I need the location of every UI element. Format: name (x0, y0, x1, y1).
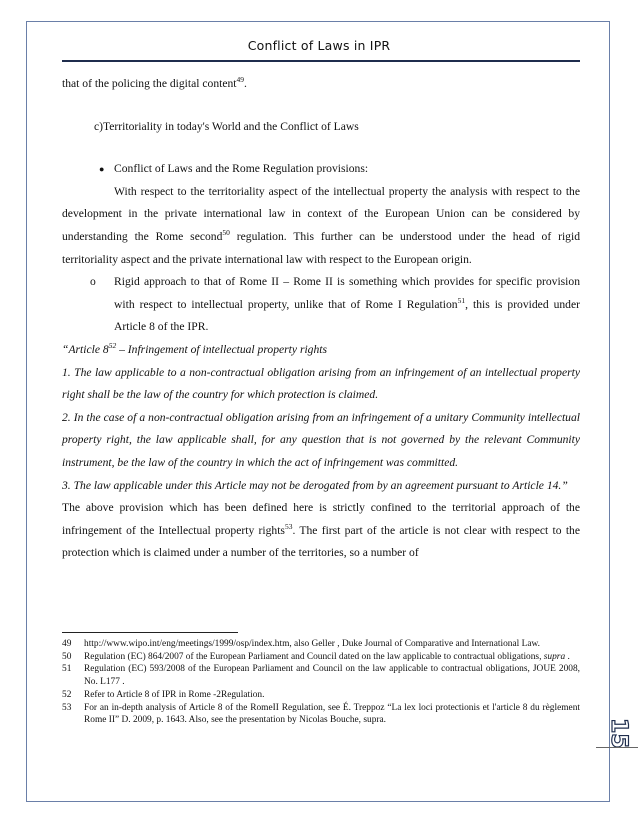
footnote: 51 Regulation (EC) 593/2008 of the European Parliament and Council on the law applicable to contractual obligations, JOUE 2008, No. L177 . (62, 664, 580, 688)
subheading: c)Territoriality in today's World and the Conflict of Laws (94, 119, 359, 133)
footnote-ref-50: 50 (222, 228, 230, 238)
article-paragraph-3: 3. The law applicable under this Article may not be derogated from by an agreement pursuant to Article 14.” (62, 478, 568, 492)
bullet-heading: ● Conflict of Laws and the Rome Regulation provisions: (62, 158, 580, 181)
sub-list-item: o Rigid approach to that of Rome II – Rome II is something which provides for specific provision with respect to intellectual property, unlike that of Rome I Regulation$^{51}$, this is provided under Article 8 of the IPR. (62, 271, 580, 339)
page-number (591, 704, 631, 749)
footnote: 52 Refer to Article 8 of IPR in Rome -2Regulation. (62, 689, 265, 700)
footnote-ref-53: 53 (284, 521, 293, 531)
header-rule (62, 60, 580, 62)
page-header-title: Conflict of Laws in IPR (247, 38, 391, 53)
page-body (62, 73, 580, 565)
circle-bullet-icon: o (90, 275, 96, 289)
body-line-1: that of the policing the digital content$^{49}$. (62, 75, 247, 90)
footnote: 50 Regulation (EC) 864/2007 of the European Parliament and Council dated on the law applicable to contractual obligations, supra . (62, 651, 570, 662)
article-title: “Article $8^{52}$ – Infringement of intellectual property rights (62, 341, 328, 356)
footnote: 53 For an in-depth analysis of Article 8 of the RomeII Regulation, see É. Treppoz “La lex loci protectionis et l'article 8 du règlement Rome II” D. 2009, p. 1643. Also, see the presentation by Nicolas Bouche, supra. (62, 702, 580, 726)
footnote-ref-51: 51 (457, 295, 466, 305)
bullet-icon: ● (99, 164, 105, 175)
article-paragraph-2: 2. In the case of a non-contractual obligation arising from an infringement of a unitary Community intellectual property right, the law applicable shall, for any question that is not governed by the relevant Community instrument, be the law of the country in which the act of infringement was committed. (62, 410, 580, 469)
page-number-text: 15 (606, 718, 631, 749)
footnote-separator (62, 632, 238, 633)
footnote-ref-49: 49 (236, 75, 245, 85)
page-number-line (596, 747, 638, 748)
paragraph-1: With respect to the territoriality aspect of the intellectual property the analysis with respect to the development in the private international law in context of the European Union can be considered by understanding the Rome second$^{50}$ regulation. This further can be understood under the head of rigid territoriality aspect and the private international law with respect to the European origin. (62, 184, 580, 266)
article-paragraph-1: 1. The law applicable to a non-contractual obligation arising from an infringement of an intellectual property right shall be the law of the country for which protection is claimed. (62, 365, 580, 402)
footnotes (62, 638, 580, 727)
footnote: 49 http://www.wipo.int/eng/meetings/1999/osp/index.htm, also Geller , Duke Journal of Comparative and International Law. (62, 639, 540, 649)
paragraph-2: The above provision which has been defined here is strictly confined to the territorial approach of the infringement of the Intellectual property rights$^{53}$. The first part of the article is not clear with respect to the protection which is claimed under a number of the territories, so a number of (62, 501, 580, 560)
footnote-ref-52: 52 (108, 341, 117, 351)
